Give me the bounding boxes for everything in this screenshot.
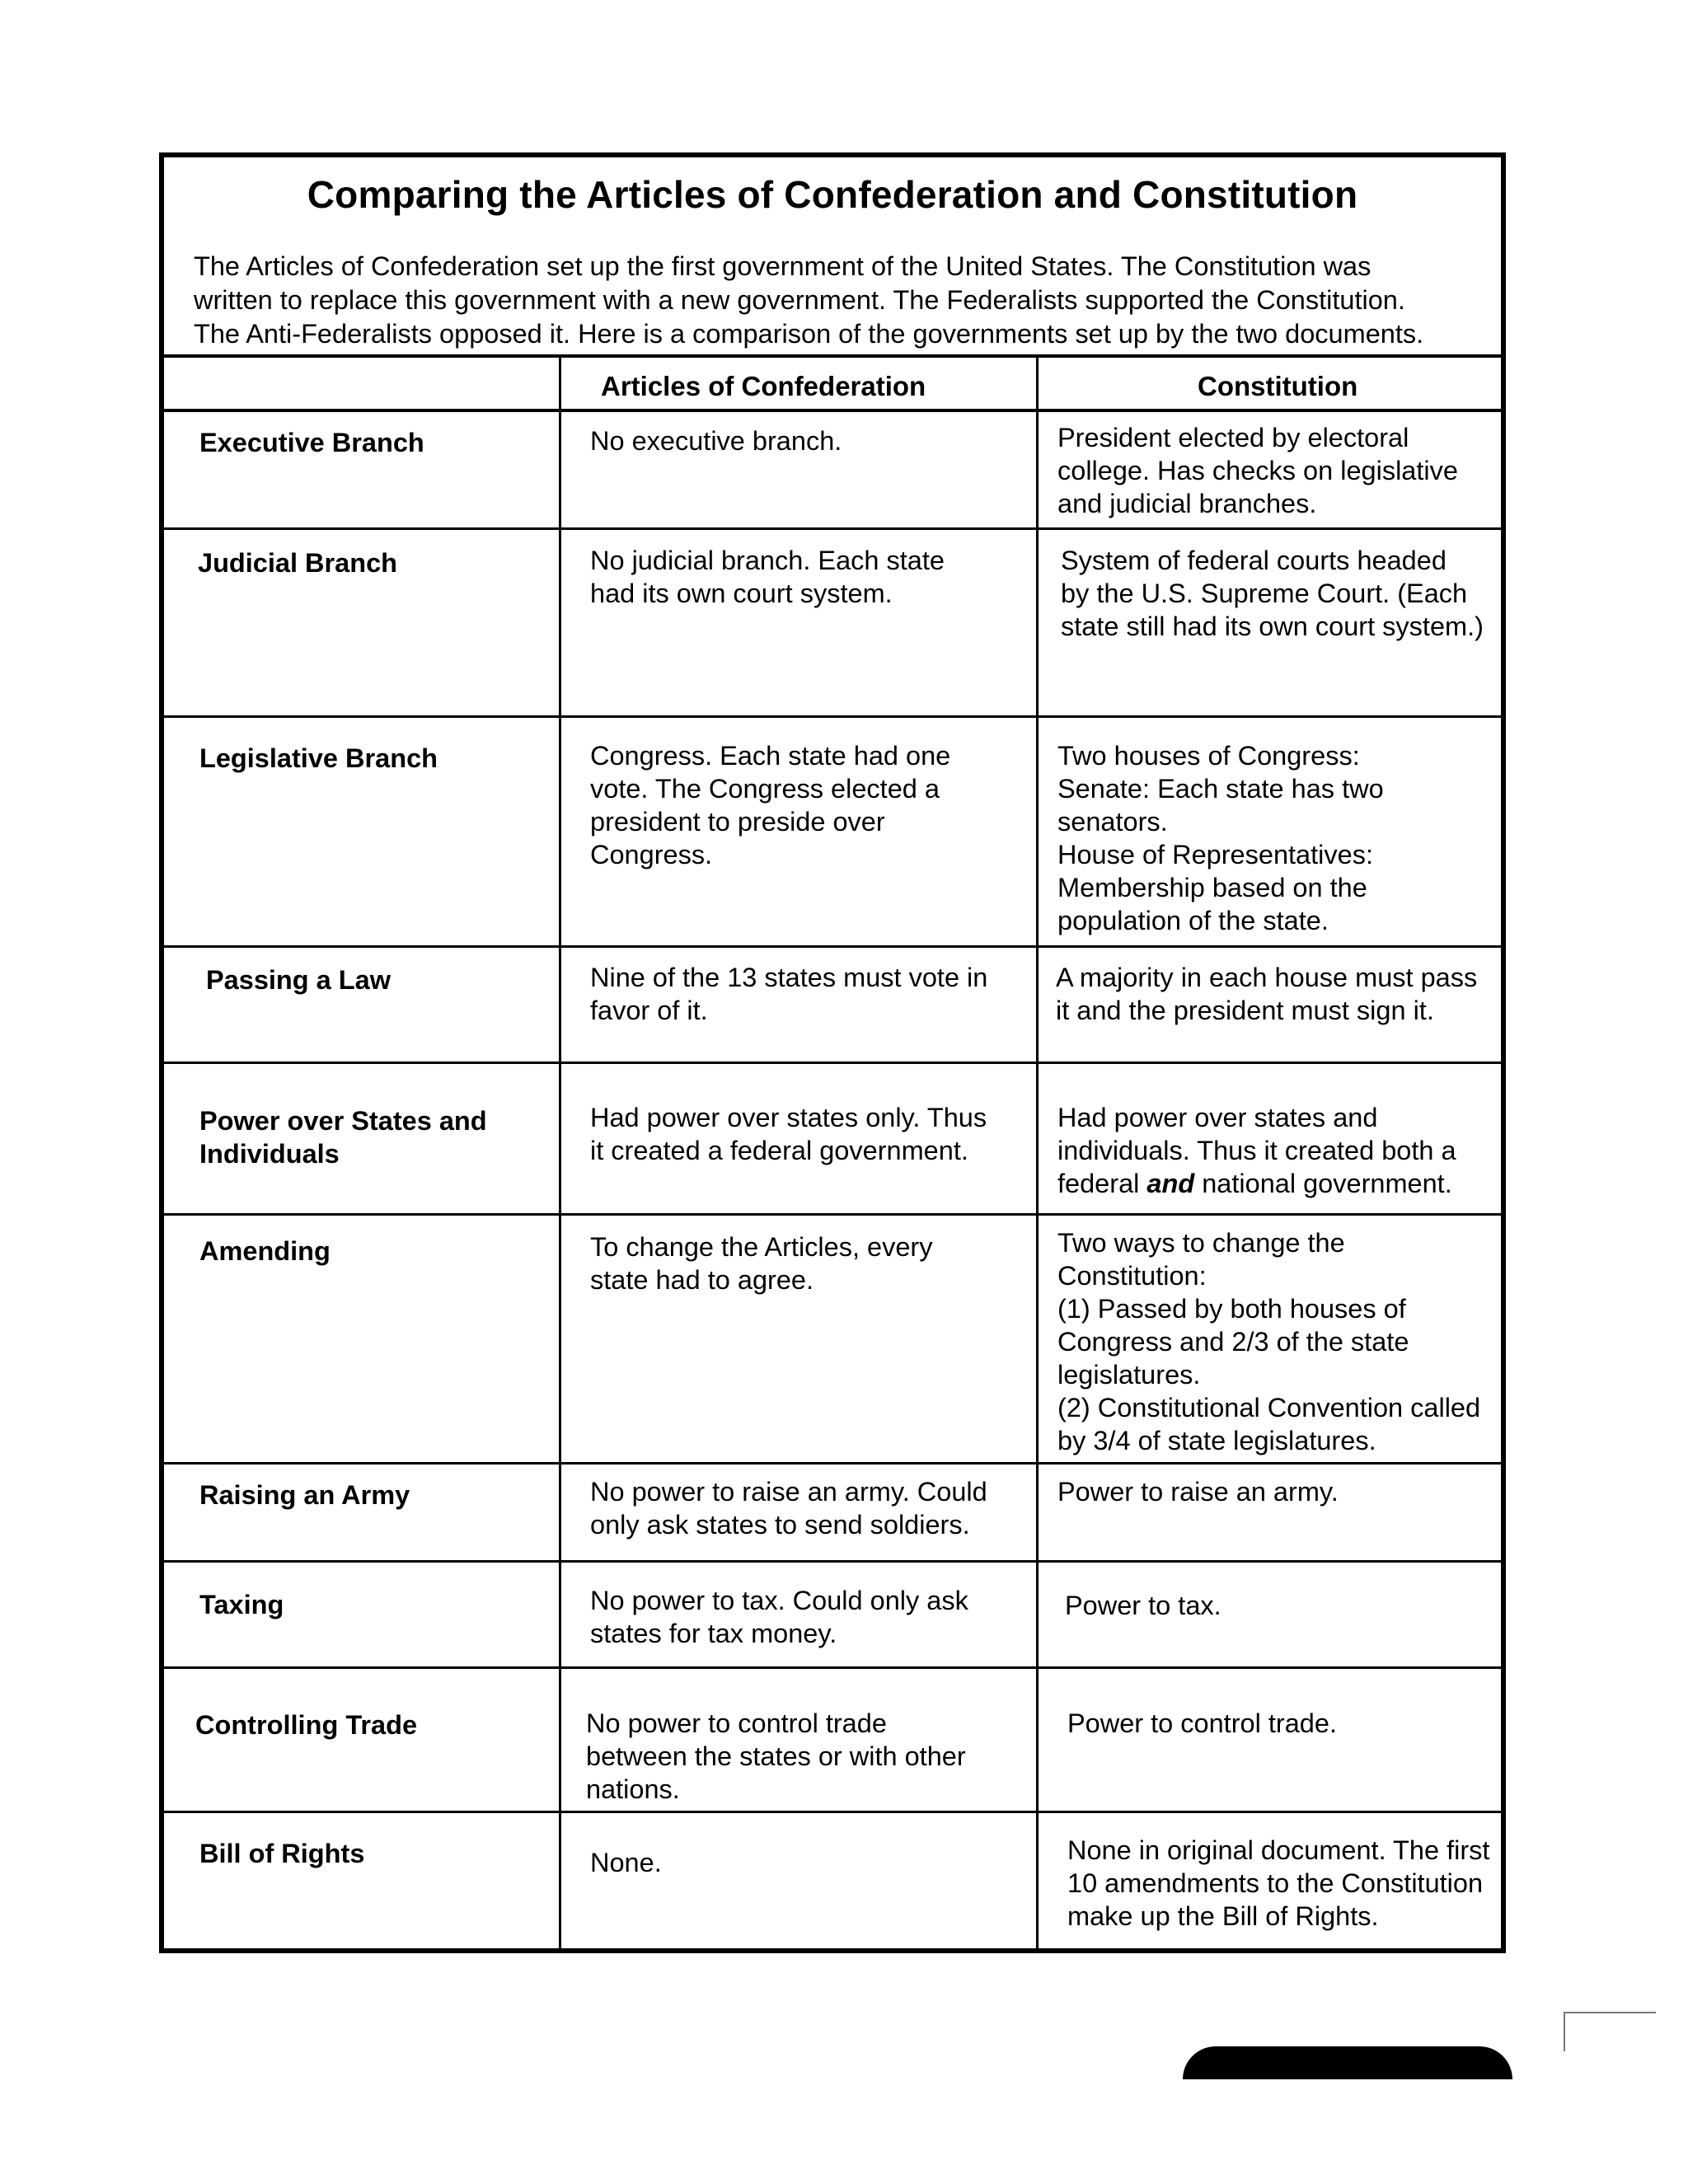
row-topic (206, 963, 391, 996)
table-column-divider (1036, 354, 1039, 1948)
articles-cell-line: No power to tax. Could only ask (590, 1586, 968, 1615)
articles-cell-line: had its own court system. (590, 579, 893, 608)
table-row-rule (164, 1560, 1501, 1563)
constitution-cell-line: it and the president must sign it. (1056, 996, 1434, 1025)
constitution-cell-line: Membership based on the (1057, 873, 1367, 902)
row-topic-line: Controlling Trade (195, 1710, 418, 1740)
articles-cell-line: president to preside over (590, 807, 885, 837)
page-title: Comparing the Articles of Confederation and Constitution (307, 173, 1358, 216)
articles-cell-line: Congress. (590, 840, 713, 869)
row-topic-line: Judicial Branch (198, 548, 398, 578)
row-topic (199, 426, 424, 459)
constitution-cell-line: Power to tax. (1065, 1591, 1221, 1620)
constitution-cell-line: Power to control trade. (1067, 1708, 1337, 1738)
row-topic (199, 1588, 284, 1621)
text-run: national government. (1194, 1169, 1452, 1198)
constitution-cell-line: Two ways to change the (1057, 1228, 1345, 1258)
articles-cell (586, 1707, 966, 1806)
constitution-cell-line: President elected by electoral (1057, 423, 1409, 452)
articles-cell-line: No power to raise an army. Could (590, 1477, 987, 1507)
articles-cell-line: None. (590, 1848, 662, 1877)
articles-cell (590, 1230, 933, 1296)
constitution-cell (1061, 544, 1484, 643)
constitution-cell-line: by the U.S. Supreme Court. (Each (1061, 579, 1468, 608)
table-row-rule (164, 1462, 1501, 1465)
table-column-divider (559, 354, 561, 1948)
articles-cell-line: No power to control trade (586, 1708, 887, 1738)
articles-cell (590, 1101, 987, 1167)
table-row-rule (164, 1666, 1501, 1669)
emphasis-text: and (1146, 1169, 1195, 1198)
constitution-cell-line: Senate: Each state has two (1057, 774, 1384, 804)
constitution-cell (1067, 1834, 1489, 1933)
articles-cell-line: between the states or with other (586, 1741, 966, 1771)
articles-cell-line: vote. The Congress elected a (590, 774, 940, 804)
row-topic-line: Passing a Law (206, 965, 391, 995)
articles-cell-line: nations. (586, 1774, 680, 1804)
table-row-rule (164, 527, 1501, 530)
articles-cell-line: Congress. Each state had one (590, 741, 951, 771)
articles-cell-line: Had power over states only. Thus (590, 1103, 987, 1132)
constitution-cell-line (1057, 1167, 1456, 1200)
row-topic-line: Executive Branch (199, 428, 424, 457)
intro-paragraph (194, 250, 1476, 351)
table-row-rule (164, 945, 1501, 948)
row-topic-line: Raising an Army (199, 1480, 410, 1510)
table-row-rule (164, 715, 1501, 718)
constitution-cell-line: make up the Bill of Rights. (1067, 1901, 1379, 1931)
row-topic (195, 1708, 417, 1741)
articles-cell (590, 544, 945, 610)
constitution-cell-line: 10 amendments to the Constitution (1067, 1868, 1484, 1898)
constitution-cell-line: legislatures. (1057, 1360, 1201, 1390)
constitution-cell (1065, 1589, 1221, 1622)
articles-cell-line: it created a federal government. (590, 1136, 968, 1165)
constitution-cell (1057, 1101, 1456, 1200)
table-row-rule (164, 1811, 1501, 1813)
column-header-constitution: Constitution (1198, 371, 1358, 401)
articles-cell (590, 961, 987, 1027)
row-topic (199, 742, 438, 775)
row-topic (199, 1479, 410, 1511)
constitution-cell-line: Congress and 2/3 of the state (1057, 1327, 1409, 1357)
table-header-rule (164, 409, 1501, 412)
row-topic-line: Individuals (199, 1139, 340, 1169)
constitution-cell-line: Power to raise an army. (1057, 1477, 1339, 1507)
constitution-cell-line: by 3/4 of state legislatures. (1057, 1426, 1376, 1455)
table-row-rule (164, 1213, 1501, 1216)
articles-cell-line: No executive branch. (590, 426, 842, 456)
row-topic-line: Bill of Rights (199, 1839, 365, 1868)
constitution-cell-line: A majority in each house must pass (1056, 963, 1478, 992)
intro-line: The Articles of Confederation set up the first government of the United States. The Constitution was (194, 251, 1372, 281)
page-corner-mark (1564, 2012, 1656, 2051)
row-topic (199, 1104, 487, 1170)
constitution-cell-line: Constitution: (1057, 1261, 1207, 1291)
constitution-cell (1057, 739, 1384, 937)
row-topic-line: Legislative Branch (199, 743, 438, 773)
articles-cell-line: No judicial branch. Each state (590, 546, 945, 575)
constitution-cell-line: senators. (1057, 807, 1168, 837)
articles-cell (590, 1475, 987, 1541)
column-header-articles: Articles of Confederation (601, 371, 926, 401)
row-topic-line: Amending (199, 1236, 331, 1266)
constitution-cell (1067, 1707, 1337, 1740)
constitution-cell-line: (1) Passed by both houses of (1057, 1294, 1406, 1324)
constitution-cell (1057, 1475, 1339, 1508)
articles-cell (590, 424, 842, 457)
constitution-cell (1057, 421, 1458, 520)
comparison-sheet (159, 152, 1506, 1953)
text-run: federal (1057, 1169, 1147, 1198)
articles-cell-line: favor of it. (590, 996, 708, 1025)
intro-line: written to replace this government with a new government. The Federalists supported the Constitution. (194, 285, 1405, 315)
constitution-cell-line: Two houses of Congress: (1057, 741, 1360, 771)
constitution-cell (1056, 961, 1477, 1027)
articles-cell (590, 1846, 662, 1879)
constitution-cell-line: state still had its own court system.) (1061, 612, 1484, 641)
articles-cell-line: only ask states to send soldiers. (590, 1510, 970, 1540)
articles-cell-line: state had to agree. (590, 1265, 814, 1295)
row-topic (198, 546, 397, 579)
articles-cell (590, 739, 950, 871)
constitution-cell-line: (2) Constitutional Convention called (1057, 1393, 1481, 1422)
articles-cell (590, 1584, 968, 1650)
intro-line: The Anti-Federalists opposed it. Here is a comparison of the governments set up by the two documents. (194, 319, 1424, 349)
constitution-cell (1057, 1226, 1480, 1457)
row-topic-line: Power over States and (199, 1106, 487, 1136)
row-topic (199, 1837, 364, 1870)
articles-cell-line: To change the Articles, every (590, 1232, 933, 1262)
constitution-cell-line: Had power over states and (1057, 1103, 1378, 1132)
table-row-rule (164, 1062, 1501, 1064)
constitution-cell-line: and judicial branches. (1057, 489, 1317, 518)
constitution-cell-line: population of the state. (1057, 906, 1329, 935)
constitution-cell-line: House of Representatives: (1057, 840, 1373, 869)
row-topic (199, 1235, 331, 1268)
row-topic-line: Taxing (199, 1590, 284, 1619)
constitution-cell-line: college. Has checks on legislative (1057, 456, 1458, 485)
table-header-rule (164, 354, 1501, 358)
constitution-cell-line: None in original document. The first (1067, 1835, 1490, 1865)
constitution-cell-line: System of federal courts headed (1061, 546, 1447, 575)
articles-cell-line: states for tax money. (590, 1619, 837, 1648)
page-tab-decoration (1183, 2046, 1512, 2079)
constitution-cell-line: individuals. Thus it created both a (1057, 1136, 1456, 1165)
articles-cell-line: Nine of the 13 states must vote in (590, 963, 988, 992)
